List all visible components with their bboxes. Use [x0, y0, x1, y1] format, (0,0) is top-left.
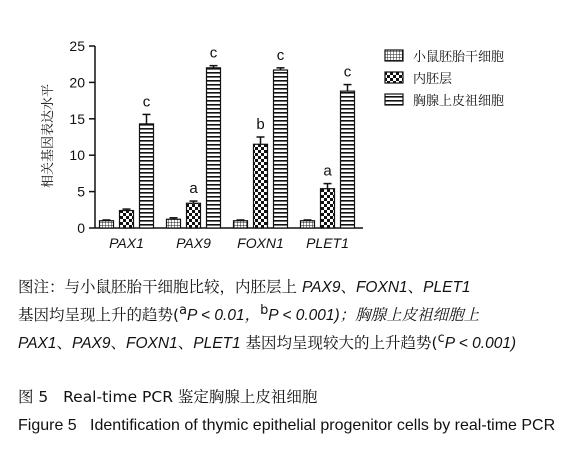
separator: 、: [110, 334, 127, 353]
gene-name: FOXN1: [355, 279, 408, 296]
figure-title-cn-text: Real-time PCR 鉴定胸腺上皮祖细胞: [63, 388, 318, 406]
significance-label: b: [256, 116, 265, 133]
figure-note: [18, 276, 568, 355]
significance-label: c: [276, 46, 285, 64]
bar: [341, 91, 355, 228]
gene-name: PLET1: [193, 335, 241, 353]
gene-name: PAX9: [72, 335, 111, 353]
legend-label: 胸腺上皮祖细胞: [413, 94, 505, 109]
bar: [100, 221, 114, 228]
sig-superscript: c: [437, 331, 445, 347]
gene-name: PLET1: [423, 279, 471, 296]
y-tick-label: 10: [69, 147, 85, 164]
gene-name: PAX1: [18, 335, 57, 353]
figure-label-en: Figure 5: [18, 417, 77, 434]
bar: [120, 211, 134, 228]
legend-label: 小鼠胚胎干细胞: [413, 50, 505, 65]
x-tick-label: PAX1: [109, 235, 144, 251]
note-text: 基因均呈现较大的上升趋势(: [240, 334, 438, 353]
legend-swatch: [385, 72, 403, 83]
y-tick-label: 20: [69, 74, 85, 91]
separator: 、: [407, 278, 424, 296]
bar: [140, 124, 154, 228]
figure-title-en: [18, 414, 568, 438]
bar: [187, 203, 201, 228]
bar: [167, 219, 181, 228]
figure-title-en-text: Identification of thymic epithelial progenitor cells by real-time PCR: [90, 417, 556, 434]
note-label: 图注：: [18, 278, 65, 296]
x-tick-label: PLET1: [306, 235, 349, 251]
legend-swatch: [385, 94, 403, 105]
y-axis-label: 相关基因表达水平: [41, 83, 56, 189]
bar: [207, 68, 221, 228]
p-value: P < 0.001): [444, 335, 517, 353]
p-value: P < 0.001)；胸腺上皮祖细胞上: [268, 307, 480, 325]
note-text: 与小鼠胚胎干细胞比较，内胚层上: [64, 278, 302, 296]
p-value: P < 0.01，: [186, 307, 261, 325]
significance-label: c: [142, 93, 151, 111]
gene-name: FOXN1: [126, 335, 178, 353]
bar: [254, 144, 268, 228]
y-tick-label: 0: [77, 220, 85, 236]
plot-area: [69, 38, 363, 251]
bar: [234, 221, 248, 228]
x-tick-label: PAX9: [176, 235, 211, 251]
separator: 、: [340, 278, 356, 296]
bar: [321, 189, 335, 228]
sig-superscript: b: [260, 303, 269, 318]
gene-name: PAX9: [301, 279, 341, 296]
x-tick-label: FOXN1: [237, 235, 284, 251]
significance-label: c: [343, 63, 352, 81]
bar: [301, 221, 315, 228]
figure-label-cn: 图 5: [18, 388, 49, 406]
separator: 、: [177, 334, 194, 353]
significance-label: a: [189, 180, 198, 198]
legend-label: 内胚层: [413, 72, 453, 87]
bar: [274, 70, 288, 228]
legend-swatch: [385, 50, 403, 61]
y-tick-label: 25: [69, 38, 85, 54]
y-tick-label: 5: [77, 183, 85, 200]
y-tick-label: 15: [69, 110, 85, 127]
significance-label: c: [209, 44, 218, 62]
separator: 、: [56, 334, 73, 353]
note-text: 基因均呈现上升的趋势(: [18, 306, 180, 325]
significance-label: a: [323, 162, 332, 180]
legend: [385, 50, 504, 109]
figure-title-cn: [18, 386, 568, 409]
sig-superscript: a: [179, 303, 187, 318]
